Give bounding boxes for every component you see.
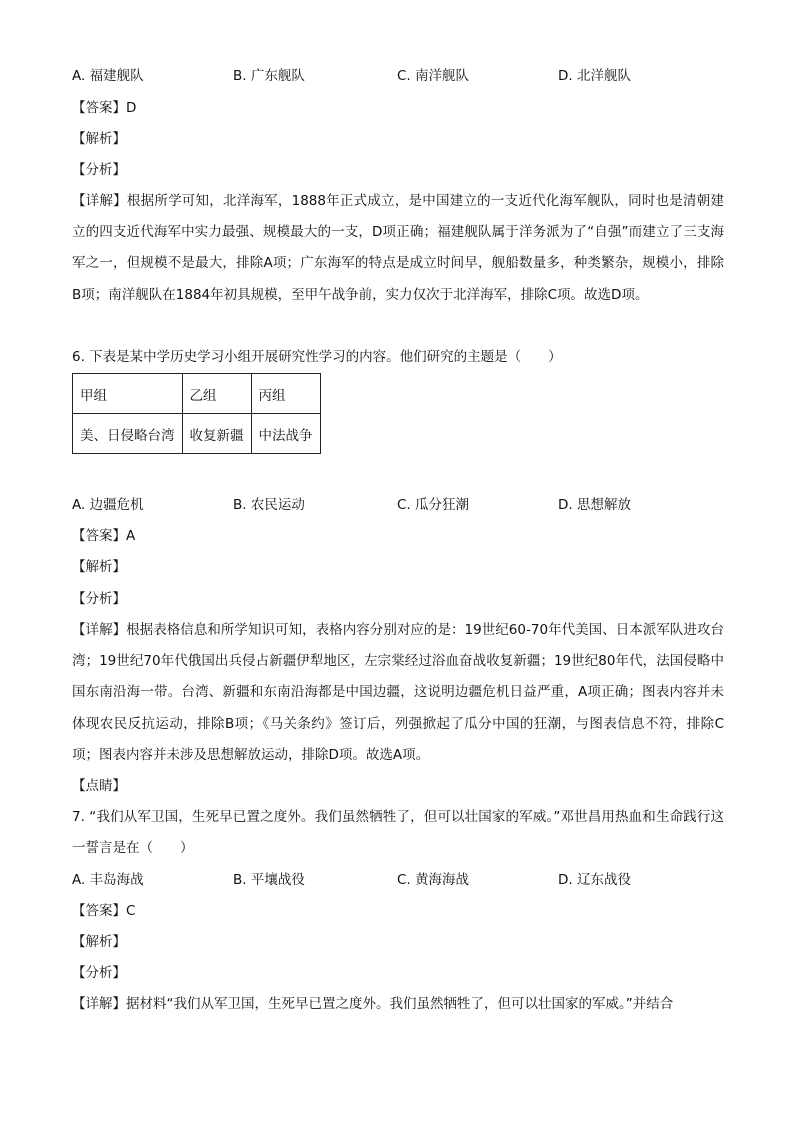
- q6-stem: 6. 下表是某中学历史学习小组开展研究性学习的内容。他们研究的主题是（ ）: [72, 349, 562, 365]
- table-row: [73, 374, 321, 414]
- q6-dianjing-heading: 【点睛】: [72, 778, 126, 794]
- q5-detail: 【详解】根据所学可知，北洋海军，1888年正式成立，是中国建立的一支近代化海军舰队，同时也是清朝建立的四支近代海军中实力最强、规模最大的一支，D项正确；福建舰队属于洋务派为了“自强”而建立了三支海军之一，但规模不是最大，排除A项；广东海军的特点是成立时间早，舰船数量多，种类繁杂，规模小，排除B项；南洋舰队在1884年初具规模，至甲午战争前，实力仅次于北洋海军，排除C项。故选D项。: [72, 193, 724, 303]
- q6-fenxi-heading: 【分析】: [72, 591, 126, 607]
- q7-answer: 【答案】C: [72, 903, 136, 919]
- q5-answer: 【答案】D: [72, 100, 137, 116]
- table-cell: 中法战争: [251, 414, 320, 454]
- q7-fenxi-heading: 【分析】: [72, 965, 126, 981]
- q7-options: [72, 871, 692, 889]
- q5-jiexi-heading: 【解析】: [72, 131, 126, 147]
- q7-option-b: B. 平壤战役: [233, 872, 305, 888]
- q5-option-d: D. 北洋舰队: [558, 68, 631, 84]
- q6-detail: 【详解】根据表格信息和所学知识可知，表格内容分别对应的是：19世纪60-70年代美国、日本派军队进攻台湾；19世纪70年代俄国出兵侵占新疆伊犁地区，左宗棠经过浴血奋战收复新疆；19世纪80年代，法国侵略中国东南沿海一带。台湾、新疆和东南沿海都是中国边疆，这说明边疆危机日益严重，A项正确；图表内容并未体现农民反抗运动，排除B项；《马关条约》签订后，列强掀起了瓜分中国的狂潮，与图表信息不符，排除C项；图表内容并未涉及思想解放运动，排除D项。故选A项。: [72, 622, 724, 763]
- q6-options: [72, 496, 692, 514]
- q6-option-b: B. 农民运动: [233, 497, 305, 513]
- table-cell: 美、日侵略台湾: [73, 414, 183, 454]
- q6-answer: 【答案】A: [72, 528, 136, 544]
- q6-option-d: D. 思想解放: [558, 497, 631, 513]
- q5-fenxi-heading: 【分析】: [72, 162, 126, 178]
- table-header-cell: 乙组: [182, 374, 251, 414]
- q5-options: [72, 67, 692, 85]
- q7-detail: 【详解】据材料“我们从军卫国，生死早已置之度外。我们虽然牺牲了，但可以壮国家的军威。”并结合: [72, 996, 674, 1012]
- q7-option-c: C. 黄海海战: [397, 872, 470, 888]
- q6-option-c: C. 瓜分狂潮: [397, 497, 470, 513]
- q6-table: [72, 373, 321, 454]
- table-header-cell: 丙组: [251, 374, 320, 414]
- q7-option-d: D. 辽东战役: [558, 872, 631, 888]
- q7-stem: 7. “我们从军卫国，生死早已置之度外。我们虽然牺牲了，但可以壮国家的军威。”邓世昌用热血和生命践行这一誓言是在（ ）: [72, 809, 724, 857]
- q7-option-a: A. 丰岛海战: [72, 872, 144, 888]
- q5-option-c: C. 南洋舰队: [397, 68, 470, 84]
- table-row: [73, 414, 321, 454]
- q5-option-a: A. 福建舰队: [72, 68, 144, 84]
- q6-jiexi-heading: 【解析】: [72, 559, 126, 575]
- q7-jiexi-heading: 【解析】: [72, 934, 126, 950]
- q5-option-b: B. 广东舰队: [233, 68, 305, 84]
- q6-option-a: A. 边疆危机: [72, 497, 144, 513]
- table-cell: 收复新疆: [182, 414, 251, 454]
- table-header-cell: 甲组: [73, 374, 183, 414]
